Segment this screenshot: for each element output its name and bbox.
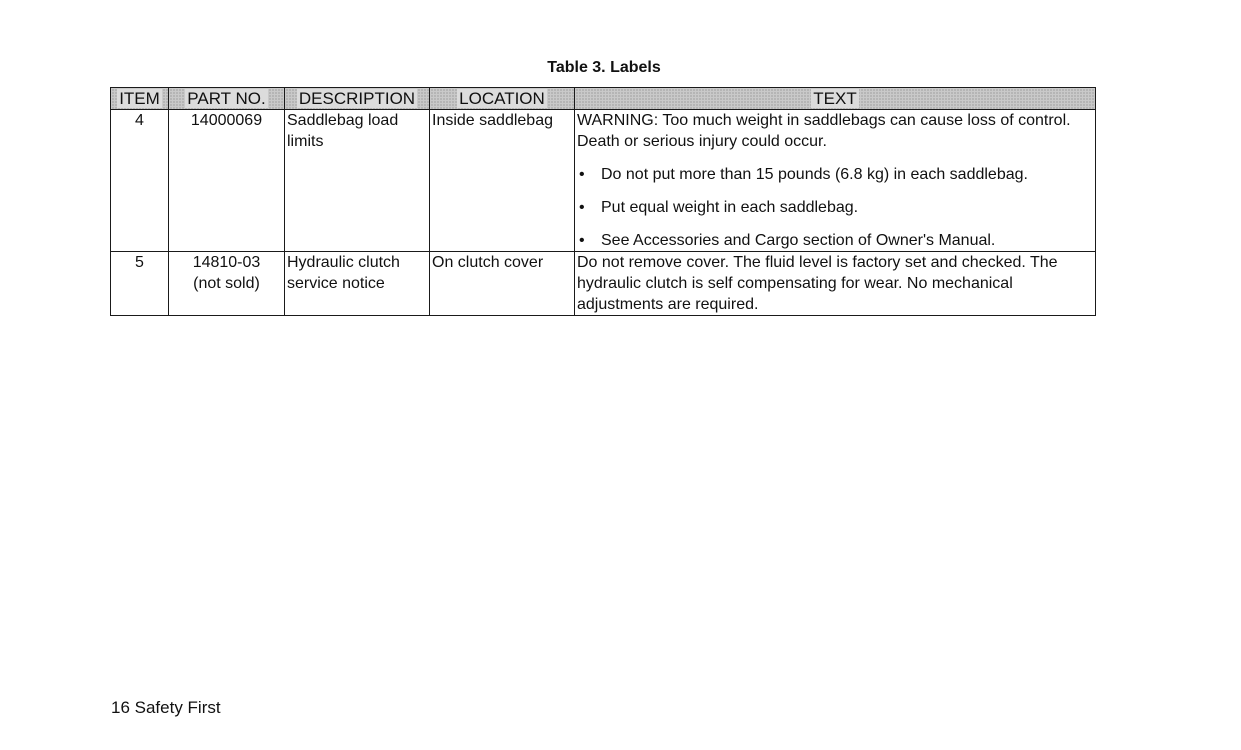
table-caption: Table 3. Labels xyxy=(547,59,661,76)
column-header-item: ITEM xyxy=(111,88,169,110)
bullet-list xyxy=(577,164,1093,251)
bullet-item: • Do not put more than 15 pounds (6.8 kg) in each saddlebag. xyxy=(577,164,1093,185)
cell-description: Saddlebag load limits xyxy=(285,110,430,252)
part-note: (not sold) xyxy=(193,275,260,292)
cell-location: On clutch cover xyxy=(430,252,575,316)
cell-text xyxy=(575,110,1096,252)
notice-text: Do not remove cover. The fluid level is factory set and checked. The hydraulic clutch is self compensating for wear. No mechanical adjustments are required. xyxy=(577,254,1058,313)
table-row xyxy=(111,110,1096,252)
table-header-row xyxy=(111,88,1096,110)
labels-table xyxy=(110,87,1096,316)
part-number: 14000069 xyxy=(190,112,263,129)
bullet-item: • See Accessories and Cargo section of Owner's Manual. xyxy=(577,230,1093,251)
page-footer: 16 Safety First xyxy=(111,698,221,717)
cell-part-no xyxy=(169,110,285,252)
bullet-item: • Put equal weight in each saddlebag. xyxy=(577,197,1093,218)
cell-location: Inside saddlebag xyxy=(430,110,575,252)
warning-text: WARNING: Too much weight in saddlebags can cause loss of control. Death or serious injury could occur. xyxy=(577,112,1071,150)
column-header-description: DESCRIPTION xyxy=(285,88,430,110)
column-header-location: LOCATION xyxy=(430,88,575,110)
column-header-text: TEXT xyxy=(575,88,1096,110)
column-header-part-no: PART NO. xyxy=(169,88,285,110)
cell-description: Hydraulic clutch service notice xyxy=(285,252,430,316)
cell-item: 5 xyxy=(111,252,169,316)
cell-part-no xyxy=(169,252,285,316)
table-row xyxy=(111,252,1096,316)
cell-item: 4 xyxy=(111,110,169,252)
part-number: 14810-03 xyxy=(192,254,261,271)
cell-text xyxy=(575,252,1096,316)
